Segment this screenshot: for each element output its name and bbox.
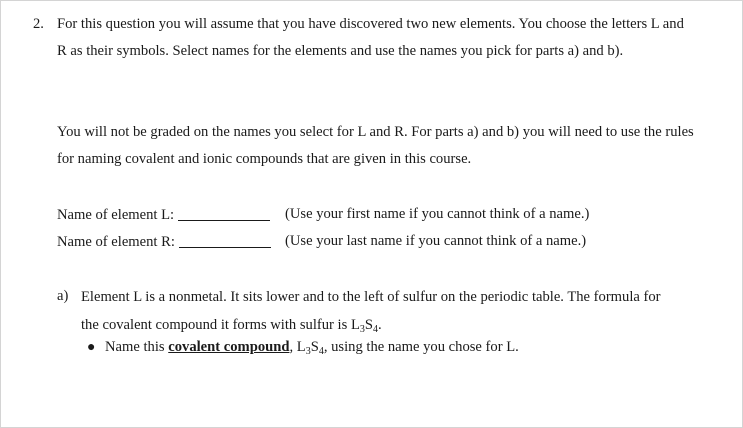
element-r-hint: (Use your last name if you cannot think of a name.) xyxy=(285,233,587,249)
question-number: 2. xyxy=(33,16,44,32)
part-a-label: a) xyxy=(57,288,69,304)
element-r-row xyxy=(57,233,271,251)
formula-l: L xyxy=(293,339,306,355)
element-r-blank[interactable] xyxy=(179,233,271,248)
formula-sulfur: S xyxy=(310,339,319,355)
intro-paragraph: For this question you will assume that you have discovered two new elements. You choose the letters L and R as their symbols. Select names for the elements and use the names you pick for parts a) and b). xyxy=(57,16,684,59)
part-a-period: . xyxy=(377,317,382,333)
element-l-label: Name of element L: xyxy=(57,207,175,223)
bullet-suffix: , using the name you chose for L. xyxy=(323,339,519,355)
bullet-prefix: Name this xyxy=(105,339,165,355)
element-r-label: Name of element R: xyxy=(57,234,175,250)
element-l-blank[interactable] xyxy=(178,206,270,221)
formula-subscript: 4 xyxy=(372,324,378,335)
part-a-text xyxy=(81,283,681,339)
formula-subscript: 4 xyxy=(318,346,324,357)
formula-sulfur: S xyxy=(364,317,373,333)
element-l-hint: (Use your first name if you cannot think of a name.) xyxy=(285,206,590,222)
covalent-compound-emphasis: covalent compound xyxy=(168,339,290,355)
part-a-bullet xyxy=(105,339,519,356)
element-l-row xyxy=(57,206,270,224)
bullet-icon: ● xyxy=(87,340,96,355)
bullet-comma: , xyxy=(289,339,294,355)
grading-note-paragraph: You will not be graded on the names you select for L and R. For parts a) and b) you will need to use the rules for naming covalent and ionic compounds that are given in this course. xyxy=(57,124,694,167)
part-a-body: Element L is a nonmetal. It sits lower and to the left of sulfur on the periodic table. The formula for the covalent compound it forms with sulfur is L xyxy=(81,289,661,333)
formula-subscript: 3 xyxy=(359,324,365,335)
formula-subscript: 3 xyxy=(305,346,311,357)
